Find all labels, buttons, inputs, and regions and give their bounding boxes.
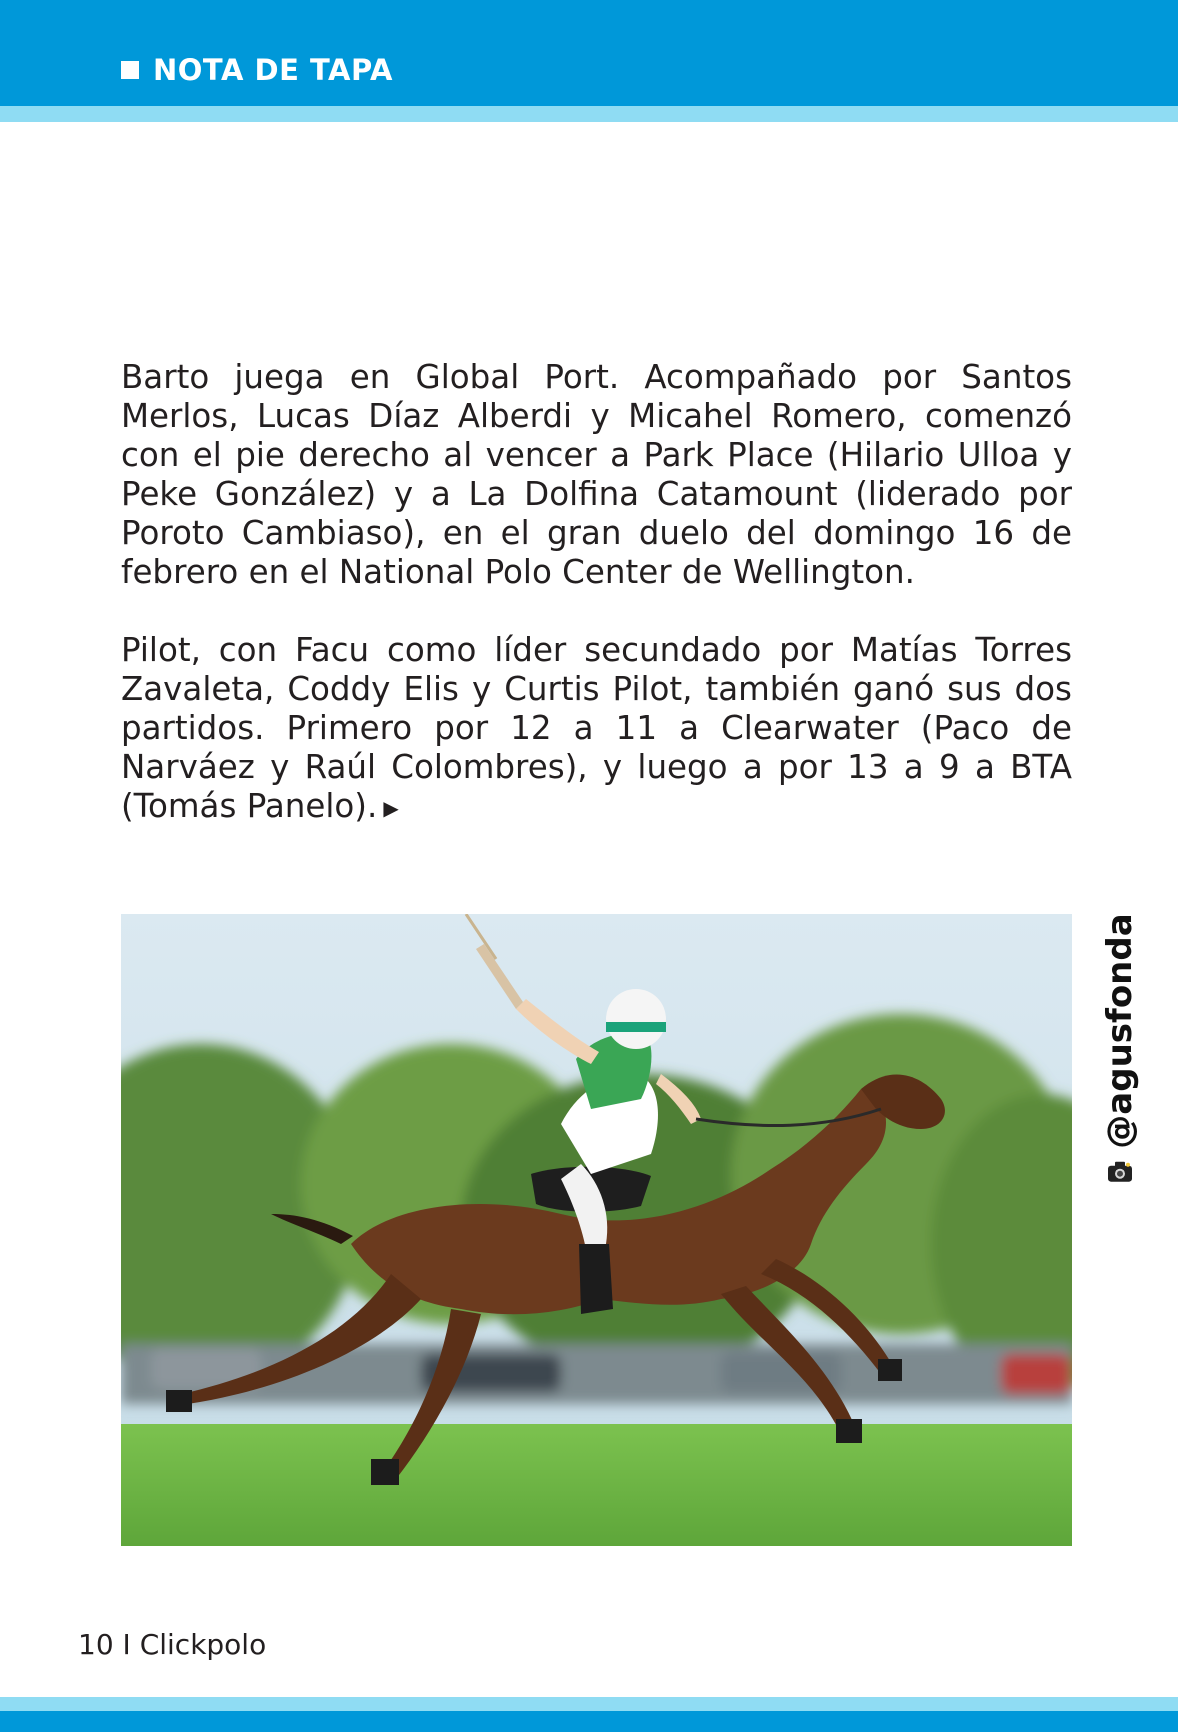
section-label <box>121 50 393 90</box>
camera-icon <box>1107 1160 1133 1184</box>
paragraph <box>121 631 1072 828</box>
article-body <box>121 358 1072 828</box>
polo-photo <box>121 914 1072 1546</box>
section-title: NOTA DE TAPA <box>153 53 393 87</box>
square-bullet-icon <box>121 61 139 79</box>
triangle-right-icon: ▶ <box>383 796 399 820</box>
header-stripe <box>0 106 1178 122</box>
credit-handle: @agusfonda <box>1100 913 1140 1149</box>
page-folio: 10 I Clickpolo <box>78 1628 267 1661</box>
footer-stripe <box>0 1697 1178 1711</box>
paragraph: Barto juega en Global Port. Acompañado por Santos Merlos, Lucas Díaz Alberdi y Micahel Romero, comenzó con el pie derecho al vencer a Park Place (Hilario Ulloa y Peke González) y a La Dolfina Catamount (liderado por Poroto Cambiaso), en el gran duelo del domingo 16 de febrero en el National Polo Center de Wellington. <box>121 358 1072 591</box>
paragraph-text: Pilot, con Facu como líder secundado por Matías Torres Zavaleta, Coddy Elis y Curtis Pilot, también ganó sus dos partidos. Primero por 12 a 11 a Clearwater (Paco de Narváez y Raúl Colombres), y luego a por 13 a 9 a BTA (Tomás Panelo). <box>121 631 1072 825</box>
footer-bar <box>0 1711 1178 1732</box>
photo-credit <box>1098 914 1142 1184</box>
